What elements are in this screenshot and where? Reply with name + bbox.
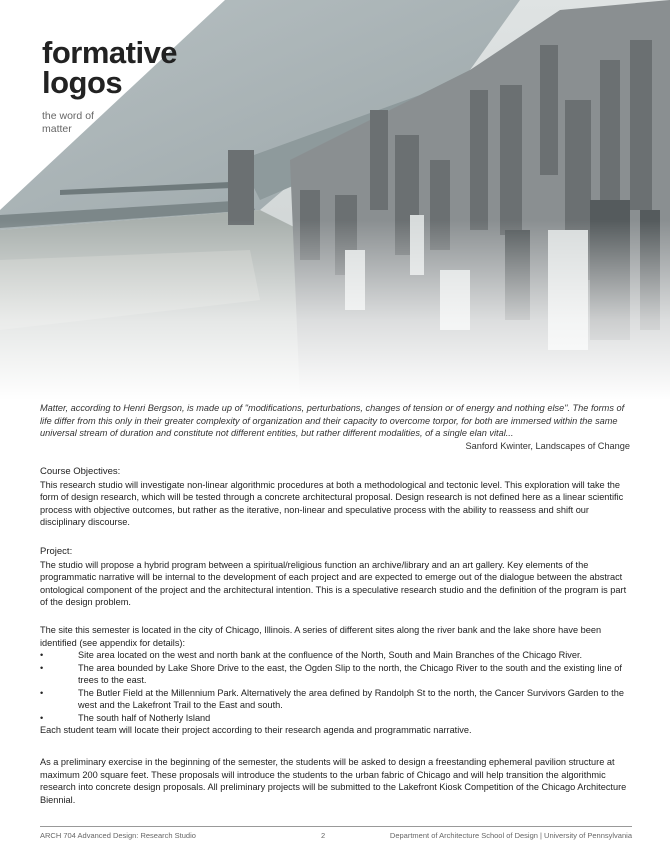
list-item: • The Butler Field at the Millennium Park. Alternatively the area defined by Randolph St to the north, the Cancer Survivors Garden to the west and the Lakefront Trail to the East and south. [40, 687, 632, 712]
title-line-2: logos [42, 65, 123, 100]
objectives-text: This research studio will investigate non-linear algorithmic procedures at both a methodological and tectonic level. This exploration will take the form of design research, which will be tested through a concrete architectural proposal. Design research is not defined here as a linear scientific process with objective outcomes, but rather as the iterative, non-linear and speculative process with the ability to reassess and shift our disciplinary discourse. [40, 479, 624, 527]
footer-department: Department of Architecture School of Design | University of Pennsylvania [389, 831, 632, 840]
quote-attribution: Sanford Kwinter, Landscapes of Change [465, 441, 630, 451]
subtitle-line-1: the word of [42, 110, 94, 122]
document-title [42, 35, 178, 100]
title-line-1: formative [42, 35, 178, 70]
document-subtitle [42, 110, 94, 136]
site-section [40, 624, 632, 737]
objectives-section [40, 466, 632, 529]
site-intro: The site this semester is located in the city of Chicago, Illinois. A series of different sites along the river bank and the lake shore have been identified (see appendix for details): [40, 625, 602, 648]
list-item: • The south half of Notherly Island [40, 712, 632, 725]
project-heading: Project: [40, 546, 73, 557]
list-item: • The area bounded by Lake Shore Drive to the east, the Ogden Slip to the north, the Chicago River to the south and the existing line of trees to the east. [40, 662, 632, 687]
list-item: • Site area located on the west and north bank at the confluence of the North, South and Main Branches of the Chicago River. [40, 649, 632, 662]
site-bullet-list [40, 649, 632, 724]
objectives-heading: Course Objectives: [40, 466, 121, 477]
footer-course: ARCH 704 Advanced Design: Research Studio [40, 831, 196, 840]
footer-page-number: 2 [321, 831, 326, 840]
preliminary-section [40, 756, 632, 806]
subtitle-line-2: matter [42, 123, 72, 135]
project-text: The studio will propose a hybrid program between a spiritual/religious function an archive/library and an art gallery. Key elements of the programmatic narrative will be internal to the development of each project and are expected to emerge out of the dialogue between the abstract ontological component of the project and the architectural intention. This is a speculative research studio and the definition of the program is part of the design problem. [40, 559, 627, 607]
project-section [40, 546, 632, 609]
footer-divider [40, 826, 632, 827]
site-outro: Each student team will locate their project according to their research agenda and programmatic narrative. [40, 725, 472, 735]
preliminary-text: As a preliminary exercise in the beginning of the semester, the students will be asked to design a freestanding ephemeral pavilion structure at maximum 200 square feet. These proposals will introduce the students to the urban fabric of Chicago and will help transition the algorithmic research into concrete design proposals. All preliminary projects will be submitted to the Lakefront Kiosk Competition of the Chicago Architecture Biennial. [40, 757, 627, 805]
epigraph-quote: Matter, according to Henri Bergson, is made up of "modifications, perturbations, changes of tension or of energy and nothing else". The forms of life differ from this only in their greater complexity of organization and their capacity to overcome torpor, for both are immersed within the same universal stream of duration and constitute not different entities, but rather different modalities, of a single elan vital... [40, 403, 625, 438]
